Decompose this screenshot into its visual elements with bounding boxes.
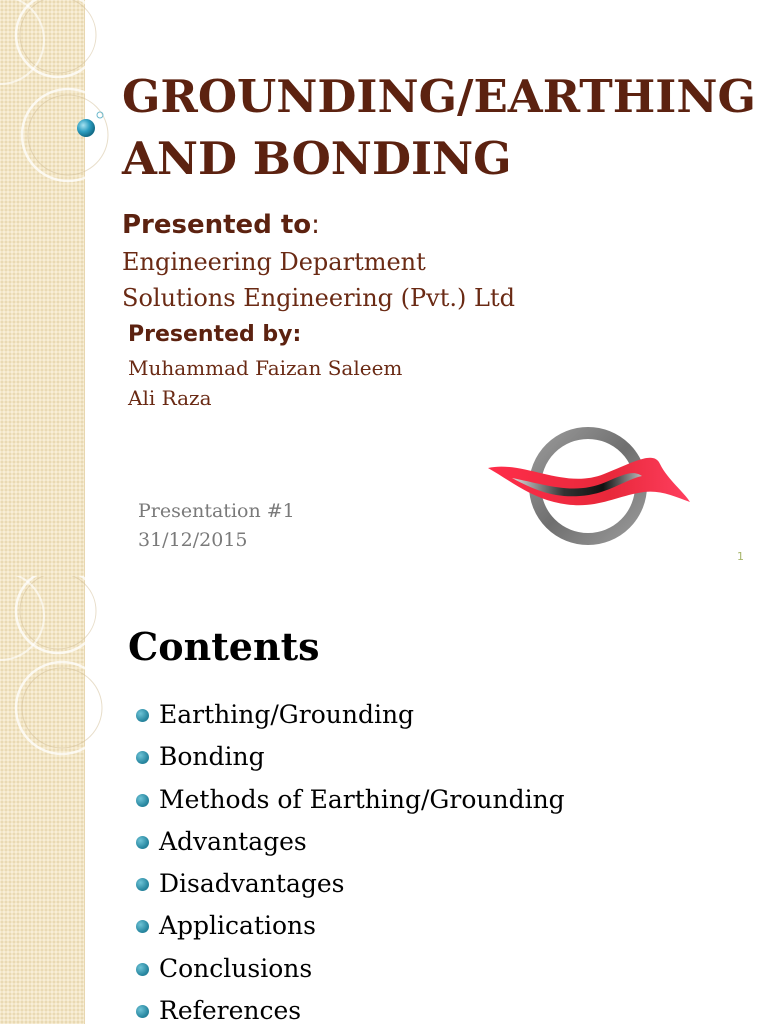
presenter-name: Ali Raza [128, 386, 212, 410]
decorative-circles [0, 0, 130, 200]
list-item-text: Applications [159, 911, 316, 941]
contents-heading: Contents [128, 624, 320, 669]
bullet-icon [136, 963, 149, 976]
presentation-date: 31/12/2015 [138, 529, 248, 551]
title-line-1: GROUNDING/EARTHING [122, 70, 756, 123]
decorative-ball-icon [77, 119, 95, 137]
contents-slide [0, 576, 768, 1024]
list-item-text: Disadvantages [159, 869, 345, 899]
page-number: 1 [737, 550, 744, 563]
bullet-icon [136, 836, 149, 849]
list-item-text: Earthing/Grounding [159, 700, 415, 729]
bullet-icon [136, 920, 149, 933]
presented-to-heading [122, 210, 320, 240]
list-item-text: References [159, 996, 302, 1024]
decorative-circles [0, 576, 130, 776]
list-item-text: Conclusions [159, 953, 313, 983]
bullet-icon [136, 751, 149, 764]
recipient-department: Engineering Department [122, 248, 426, 276]
presented-to-label: Presented to [122, 210, 312, 240]
list-item-text: Bonding [159, 742, 265, 772]
bullet-icon [136, 1005, 149, 1018]
presented-to-colon: : [311, 210, 320, 240]
recipient-company: Solutions Engineering (Pvt.) Ltd [122, 284, 515, 312]
presented-by-heading: Presented by: [128, 322, 302, 347]
title-line-2: AND BONDING [122, 132, 512, 185]
bullet-icon [136, 794, 149, 807]
list-item-text: Methods of Earthing/Grounding [159, 784, 565, 814]
company-logo-icon [484, 420, 694, 555]
presentation-title [122, 66, 762, 190]
list-item-text: Advantages [159, 826, 307, 856]
presentation-number: Presentation #1 [138, 500, 295, 522]
bullet-icon [136, 878, 149, 891]
presenter-name: Muhammad Faizan Saleem [128, 356, 403, 380]
bullet-icon [136, 709, 149, 722]
